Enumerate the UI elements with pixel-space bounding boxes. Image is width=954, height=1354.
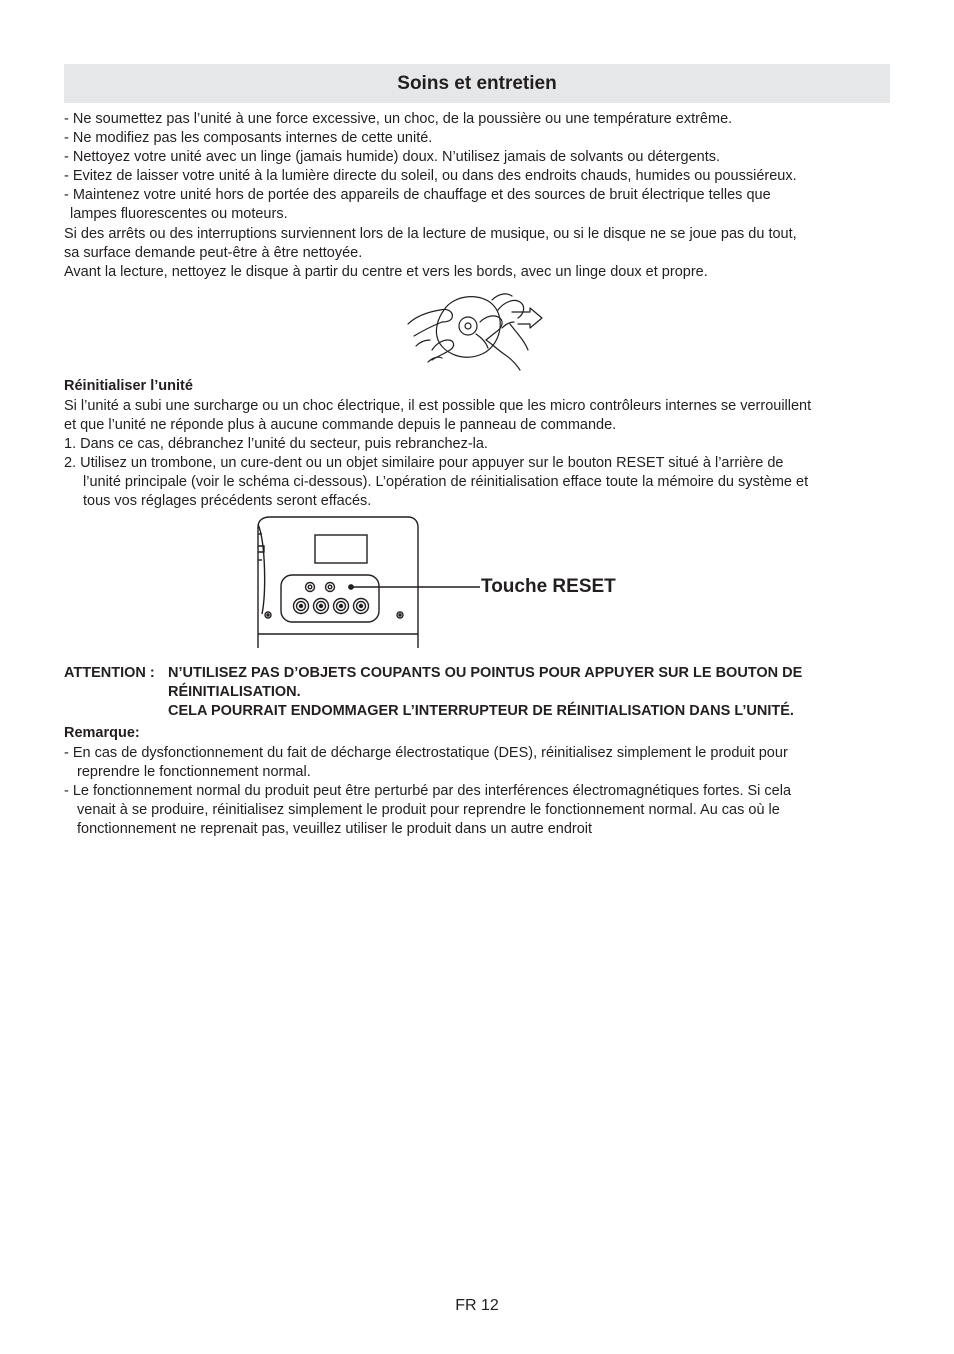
care-line-1: - Ne soumettez pas l’unité à une force excessive, un choc, de la poussière ou une température extrême. — [64, 111, 733, 127]
attention-line-3: CELA POURRAIT ENDOMMAGER L’INTERRUPTEUR DE RÉINITIALISATION DANS L’UNITÉ. — [168, 703, 794, 719]
attention-line-2: RÉINITIALISATION. — [168, 684, 301, 700]
care-line-3: - Nettoyez votre unité avec un linge (jamais humide) doux. N’utilisez jamais de solvants ou détergents. — [64, 149, 721, 165]
reset-button-callout: Touche RESET — [481, 576, 616, 597]
care-line-8: sa surface demande peut-être à être nettoyée. — [64, 245, 363, 261]
unit-rear-diagram — [252, 514, 482, 652]
section-title-bar — [64, 64, 890, 103]
remarque-line-3: - Le fonctionnement normal du produit peut être perturbé par des interférences électromagnétiques fortes. Si cela — [64, 783, 792, 799]
reset-step-1: 1. Dans ce cas, débranchez l’unité du secteur, puis rebranchez-la. — [64, 436, 488, 452]
disc-cleaning-illustration — [402, 288, 552, 372]
page-title: Soins et entretien — [397, 72, 557, 94]
reset-line-1: Si l’unité a subi une surcharge ou un choc électrique, il est possible que les micro contrôleurs internes se verrouillent — [64, 398, 812, 414]
attention-prefix: ATTENTION : — [64, 665, 155, 681]
care-line-7: Si des arrêts ou des interruptions surviennent lors de la lecture de musique, ou si le disque ne se joue pas du tout, — [64, 226, 797, 242]
reset-step-2: 2. Utilisez un trombone, un cure-dent ou un objet similaire pour appuyer sur le bouton RESET situé à l’arrière de — [64, 455, 784, 471]
remarque-line-4: venait à se produire, réinitialisez simplement le produit pour reprendre le fonctionnement normal. Au cas où le — [77, 802, 780, 818]
reset-step-2-cont-1: l’unité principale (voir le schéma ci-dessous). L’opération de réinitialisation efface toute la mémoire du système et — [83, 474, 809, 490]
care-line-6: lampes fluorescentes ou moteurs. — [70, 206, 288, 222]
reset-line-2: et que l’unité ne réponde plus à aucune commande depuis le panneau de commande. — [64, 417, 617, 433]
reset-step-2-cont-2: tous vos réglages précédents seront effacés. — [83, 493, 372, 509]
care-line-4: - Evitez de laisser votre unité à la lumière directe du soleil, ou dans des endroits chauds, humides ou poussiéreux. — [64, 168, 797, 184]
care-line-9: Avant la lecture, nettoyez le disque à partir du centre et vers les bords, avec un linge doux et propre. — [64, 264, 708, 280]
attention-line-1: N’UTILISEZ PAS D’OBJETS COUPANTS OU POINTUS POUR APPUYER SUR LE BOUTON DE — [168, 665, 803, 681]
care-line-5: - Maintenez votre unité hors de portée des appareils de chauffage et des sources de bruit électrique telles que — [64, 187, 771, 203]
remarque-heading: Remarque: — [64, 725, 140, 741]
care-line-2: - Ne modifiez pas les composants internes de cette unité. — [64, 130, 433, 146]
reset-heading: Réinitialiser l’unité — [64, 378, 193, 394]
remarque-line-5: fonctionnement ne reprenait pas, veuillez utiliser le produit dans un autre endroit — [77, 821, 593, 837]
page-number: FR 12 — [455, 1297, 499, 1314]
remarque-line-1: - En cas de dysfonctionnement du fait de décharge électrostatique (DES), réinitialisez simplement le produit pour — [64, 745, 788, 761]
remarque-line-2: reprendre le fonctionnement normal. — [77, 764, 311, 780]
